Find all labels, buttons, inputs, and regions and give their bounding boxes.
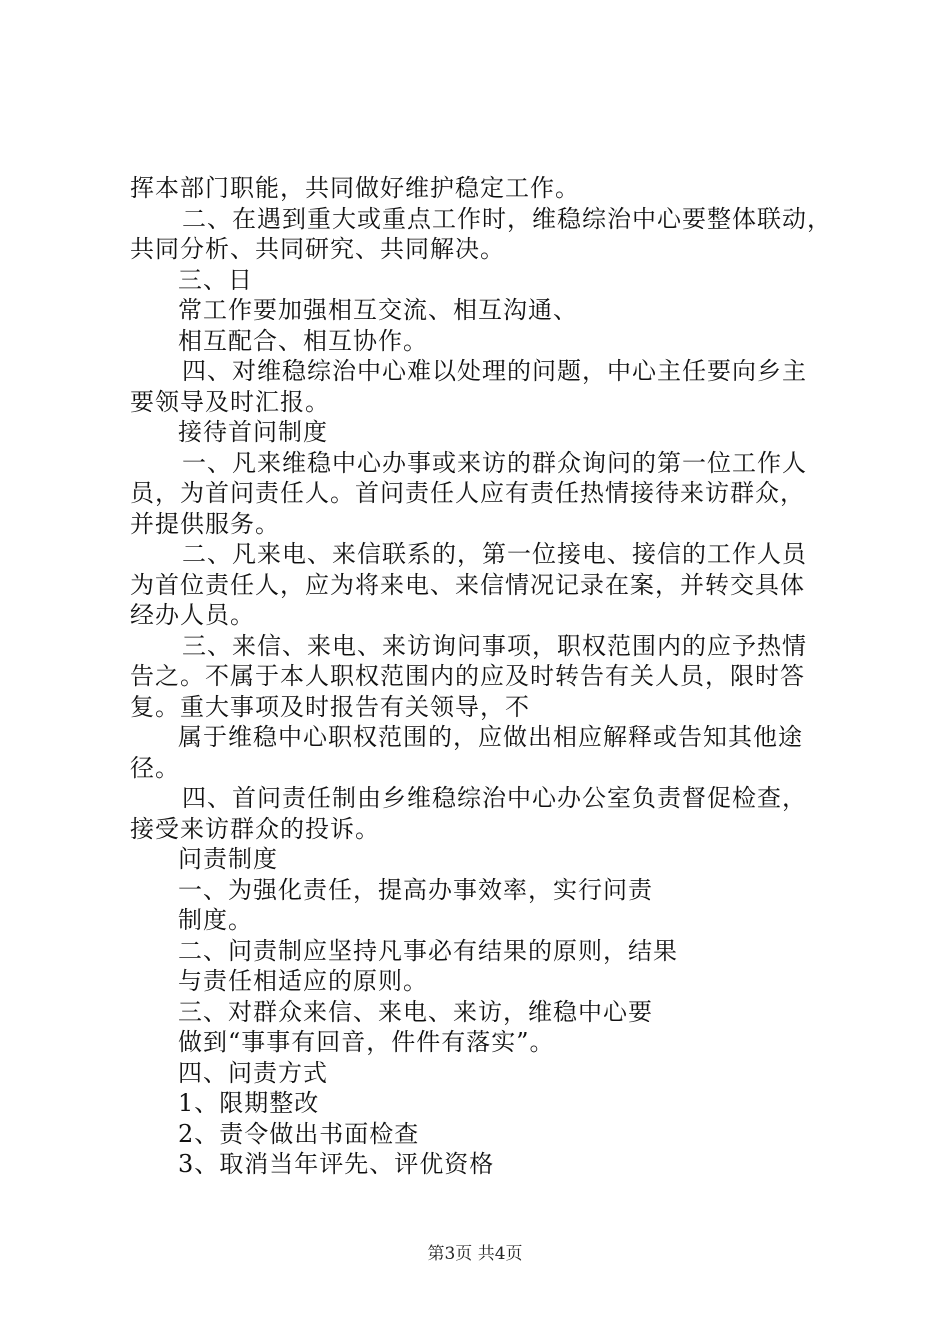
text-line: 复。重大事项及时报告有关领导，不 [130,692,530,721]
list-item: 2、责令做出书面检查 [178,1119,420,1148]
text-line: 做到“事事有回音，件件有落实”。 [178,1028,555,1056]
text-line: 要领导及时汇报。 [130,387,330,416]
text-line: 四、对维稳综治中心难以处理的问题，中心主任要向乡主 [182,357,807,385]
text-line: 属于维稳中心职权范围的，应做出相应解释或告知其他途 [178,723,803,751]
text-line: 与责任相适应的原则。 [178,967,428,995]
text-line: 常工作要加强相互交流、相互沟通、 [178,296,578,324]
text-line: 二、问责制应坚持凡事必有结果的原则，结果 [178,936,678,965]
section-heading: 接待首问制度 [178,418,328,446]
text-line: 相互配合、相互协作。 [178,326,428,355]
list-item: 1、限期整改 [178,1089,320,1117]
text-line: 接受来访群众的投诉。 [130,814,380,843]
text-line: 制度。 [178,906,253,934]
text-line: 一、凡来维稳中心办事或来访的群众询问的第一位工作人 [182,448,807,477]
text-line: 二、在遇到重大或重点工作时，维稳综治中心要整体联动， [182,204,832,233]
text-line: 三、日 [178,265,253,294]
section-heading: 问责制度 [178,845,278,873]
text-line: 一、为强化责任，提高办事效率，实行问责 [178,875,653,904]
text-line: 径。 [130,753,180,782]
text-line: 共同分析、共同研究、共同解决。 [130,235,505,263]
text-line: 四、问责方式 [178,1058,328,1087]
page-indicator: 第3页 共4页 [427,1244,523,1264]
text-line: 告之。不属于本人职权范围内的应及时转告有关人员，限时答 [130,662,805,690]
text-line: 员，为首问责任人。首问责任人应有责任热情接待来访群众， [130,479,805,507]
text-line: 三、来信、来电、来访询问事项，职权范围内的应予热情 [182,631,807,660]
text-line: 三、对群众来信、来电、来访，维稳中心要 [178,997,653,1026]
text-line: 四、首问责任制由乡维稳综治中心办公室负责督促检查， [182,784,807,812]
list-item: 3、取消当年评先、评优资格 [178,1150,495,1178]
document-body [130,173,830,1180]
text-line: 并提供服务。 [130,509,280,538]
text-line: 为首位责任人，应为将来电、来信情况记录在案，并转交具体 [130,570,805,599]
text-line: 经办人员。 [130,601,255,629]
text-line: 二、凡来电、来信联系的，第一位接电、接信的工作人员 [182,540,807,568]
text-line: 挥本部门职能，共同做好维护稳定工作。 [130,174,580,202]
